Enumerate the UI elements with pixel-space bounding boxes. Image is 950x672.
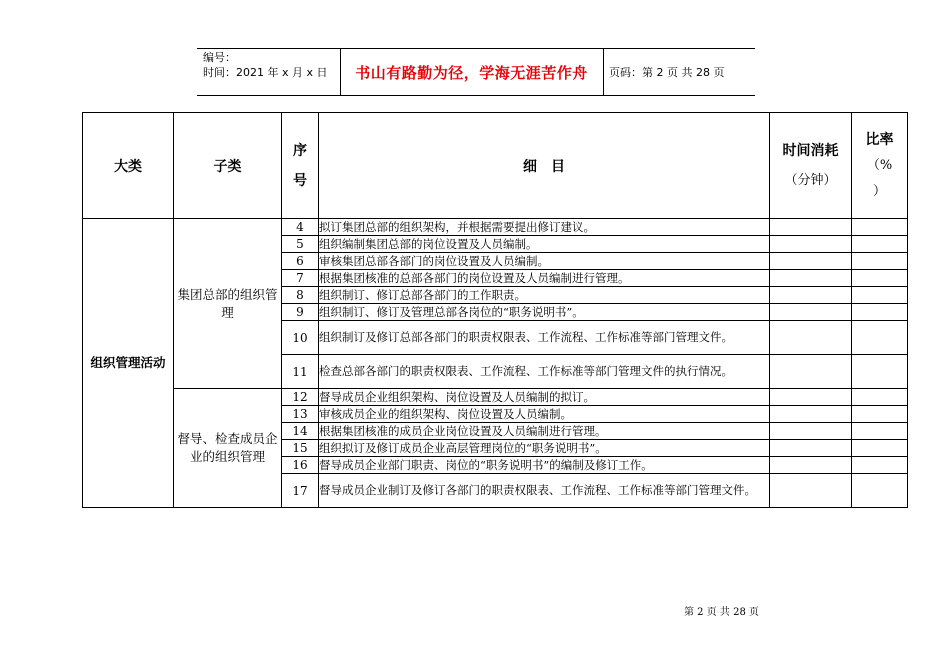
row-number: 7	[282, 270, 319, 287]
header-divider-2	[603, 48, 604, 96]
ratio-cell	[852, 355, 908, 389]
ratio-cell	[852, 321, 908, 355]
header-detail: 细 目	[319, 113, 770, 219]
row-number: 11	[282, 355, 319, 389]
time-cell	[770, 440, 852, 457]
header-ratio-top: 比率	[865, 131, 894, 148]
page-footer: 第 2 页 共 28 页	[684, 607, 759, 618]
time-cell	[770, 253, 852, 270]
row-number: 14	[282, 423, 319, 440]
row-number: 8	[282, 287, 319, 304]
ratio-cell	[852, 219, 908, 236]
header-page-code: 页码：第 2 页 共 28 页	[609, 66, 725, 79]
time-cell	[770, 219, 852, 236]
row-detail: 拟订集团总部的组织架构，并根据需要提出修订建议。	[319, 219, 770, 236]
ratio-cell	[852, 253, 908, 270]
ratio-cell	[852, 457, 908, 474]
ratio-cell	[852, 389, 908, 406]
subcategory-cell: 督导、检查成员企业的组织管理	[174, 389, 282, 508]
header-left	[203, 50, 328, 80]
subcategory-cell: 集团总部的组织管理	[174, 219, 282, 389]
time-cell	[770, 423, 852, 440]
ratio-cell	[852, 236, 908, 253]
time-cell	[770, 457, 852, 474]
header-time-top: 时间消耗	[782, 142, 839, 159]
row-number: 13	[282, 406, 319, 423]
row-number: 4	[282, 219, 319, 236]
ratio-cell	[852, 287, 908, 304]
table-row	[83, 389, 908, 406]
row-number: 15	[282, 440, 319, 457]
ratio-cell	[852, 270, 908, 287]
row-detail: 组织制订、修订总部各部门的工作职责。	[319, 287, 770, 304]
table-row	[83, 219, 908, 236]
ratio-cell	[852, 304, 908, 321]
header-seq-bottom: 号	[293, 172, 307, 189]
header-seq	[282, 113, 319, 219]
row-detail: 督导成员企业部门职责、岗位的“职务说明书”的编制及修订工作。	[319, 457, 770, 474]
time-cell	[770, 406, 852, 423]
row-number: 9	[282, 304, 319, 321]
time-cell	[770, 321, 852, 355]
ratio-cell	[852, 474, 908, 508]
date-label: 时间：2021 年 x 月 x 日	[203, 66, 328, 79]
row-number: 5	[282, 236, 319, 253]
header-motto: 书山有路勤为径，学海无涯苦作舟	[355, 63, 588, 82]
header-time-bottom: （分钟）	[784, 172, 837, 188]
row-number: 17	[282, 474, 319, 508]
row-detail: 审核成员企业的组织架构、岗位设置及人员编制。	[319, 406, 770, 423]
header-category: 大类	[83, 113, 174, 219]
row-number: 12	[282, 389, 319, 406]
row-detail: 根据集团核准的成员企业岗位设置及人员编制进行管理。	[319, 423, 770, 440]
header-seq-top: 序	[293, 142, 307, 159]
row-detail: 组织制订、修订及管理总部各岗位的“职务说明书”。	[319, 304, 770, 321]
ratio-cell	[852, 440, 908, 457]
time-cell	[770, 474, 852, 508]
activity-table	[82, 112, 908, 508]
time-cell	[770, 236, 852, 253]
row-detail: 组织制订及修订总部各部门的职责权限表、工作流程、工作标准等部门管理文件。	[319, 321, 770, 355]
row-detail: 督导成员企业制订及修订各部门的职责权限表、工作流程、工作标准等部门管理文件。	[319, 474, 770, 508]
row-detail: 组织编制集团总部的岗位设置及人员编制。	[319, 236, 770, 253]
doc-number-label: 编号：	[203, 51, 236, 64]
time-cell	[770, 304, 852, 321]
ratio-cell	[852, 406, 908, 423]
ratio-cell	[852, 423, 908, 440]
page-header	[197, 48, 755, 96]
row-detail: 督导成员企业组织架构、岗位设置及人员编制的拟订。	[319, 389, 770, 406]
category-cell: 组织管理活动	[83, 219, 174, 508]
time-cell	[770, 355, 852, 389]
time-cell	[770, 287, 852, 304]
row-detail: 组织拟订及修订成员企业高层管理岗位的“职务说明书”。	[319, 440, 770, 457]
time-cell	[770, 270, 852, 287]
header-ratio	[852, 113, 908, 219]
header-time	[770, 113, 852, 219]
header-subcategory: 子类	[174, 113, 282, 219]
header-ratio-mid: （%	[866, 157, 893, 173]
row-detail: 根据集团核准的总部各部门的岗位设置及人员编制进行管理。	[319, 270, 770, 287]
row-number: 10	[282, 321, 319, 355]
row-number: 16	[282, 457, 319, 474]
table-header-row	[83, 113, 908, 219]
row-detail: 检查总部各部门的职责权限表、工作流程、工作标准等部门管理文件的执行情况。	[319, 355, 770, 389]
row-number: 6	[282, 253, 319, 270]
time-cell	[770, 389, 852, 406]
header-ratio-bottom: ）	[872, 183, 886, 199]
row-detail: 审核集团总部各部门的岗位设置及人员编制。	[319, 253, 770, 270]
